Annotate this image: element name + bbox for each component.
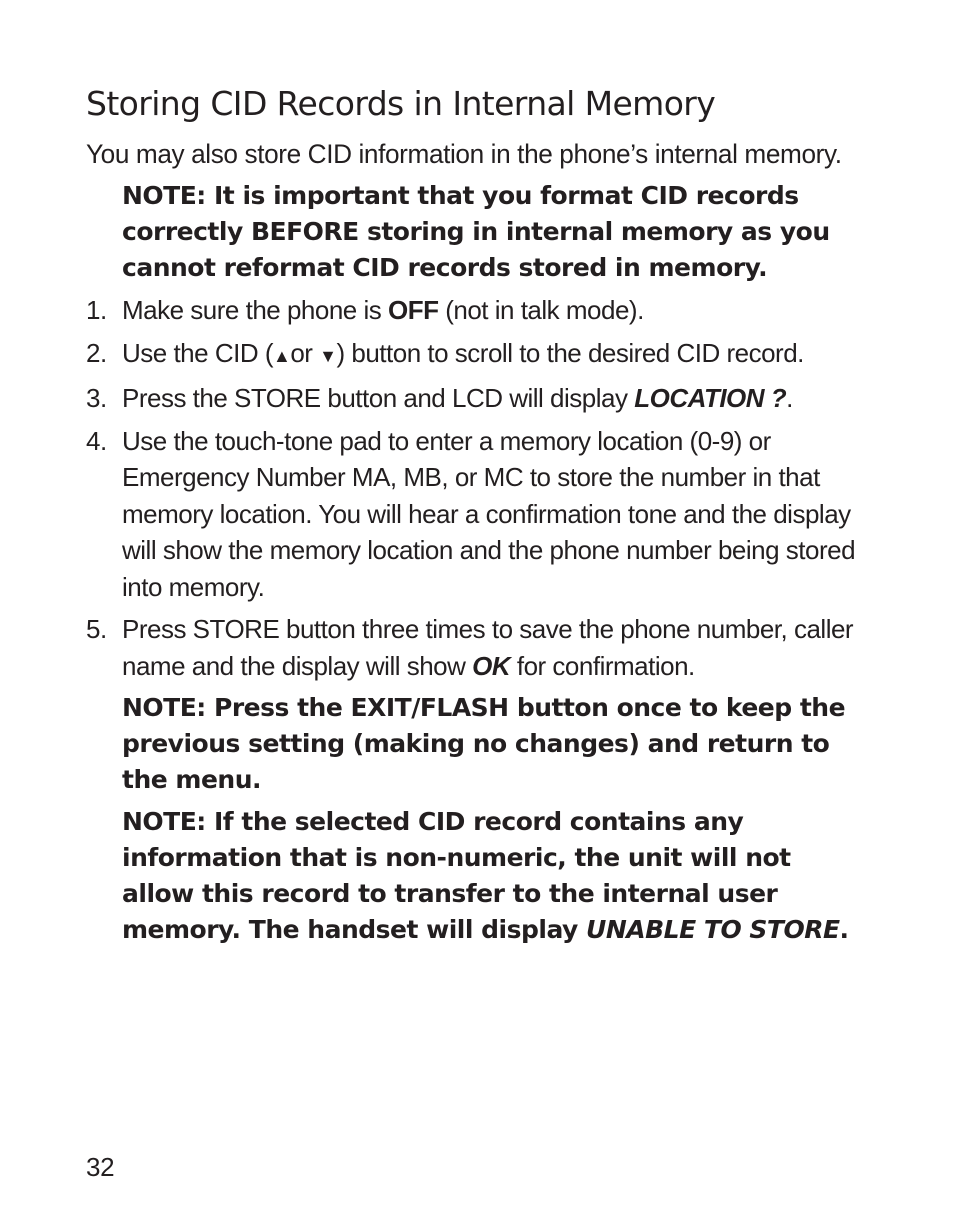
step-text: Press STORE button three times to save the phone number, caller name and the display will show OK for confirmation.	[122, 614, 854, 681]
step-number: 4.	[86, 425, 107, 456]
page-title: Storing CID Records in Internal Memory	[86, 84, 716, 123]
page-number: 32	[86, 1152, 115, 1182]
step-number: 3.	[86, 383, 107, 413]
step-4	[86, 423, 886, 606]
step-text: Press the STORE button and LCD will display LOCATION ?.	[122, 383, 793, 413]
intro-paragraph: You may also store CID information in the phone’s internal memory.	[86, 139, 842, 169]
off-label: OFF	[388, 295, 439, 325]
step-number: 2.	[86, 337, 107, 368]
step-5	[86, 611, 886, 684]
down-arrow-icon: ▼	[319, 345, 337, 366]
step-text: Use the touch-tone pad to enter a memory location (0-9) or Emergency Number MA, MB, or MC to store the number in that memory location. You will hear a confirmation tone and the display will show the memory location and the phone number being stored into memory.	[122, 425, 856, 602]
up-arrow-icon: ▲	[273, 345, 291, 366]
step-2	[86, 335, 886, 375]
step-text: Use the CID (▲or ▼) button to scroll to the desired CID record.	[122, 337, 804, 368]
location-display-label: LOCATION ?	[634, 383, 787, 413]
manual-page	[86, 84, 886, 954]
note-non-numeric: NOTE: If the selected CID record contains any information that is non-numeric, the unit will not allow this record to transfer to the internal user memory. The handset will display UNABLE TO STORE.	[122, 807, 849, 944]
step-1	[86, 292, 886, 329]
note-exit-flash: NOTE: Press the EXIT/FLASH button once to keep the previous setting (making no changes) and return to the menu.	[122, 693, 846, 794]
step-text: Make sure the phone is OFF (not in talk mode).	[122, 295, 644, 325]
step-number: 1.	[86, 295, 107, 325]
step-number: 5.	[86, 614, 107, 644]
step-3	[86, 380, 886, 417]
steps-list	[86, 292, 886, 684]
note-format-warning: NOTE: It is important that you format CID records correctly BEFORE storing in internal memory as you cannot reformat CID records stored in memory.	[122, 181, 830, 282]
ok-display-label: OK	[472, 650, 511, 681]
unable-to-store-label: UNABLE TO STORE	[586, 915, 840, 944]
